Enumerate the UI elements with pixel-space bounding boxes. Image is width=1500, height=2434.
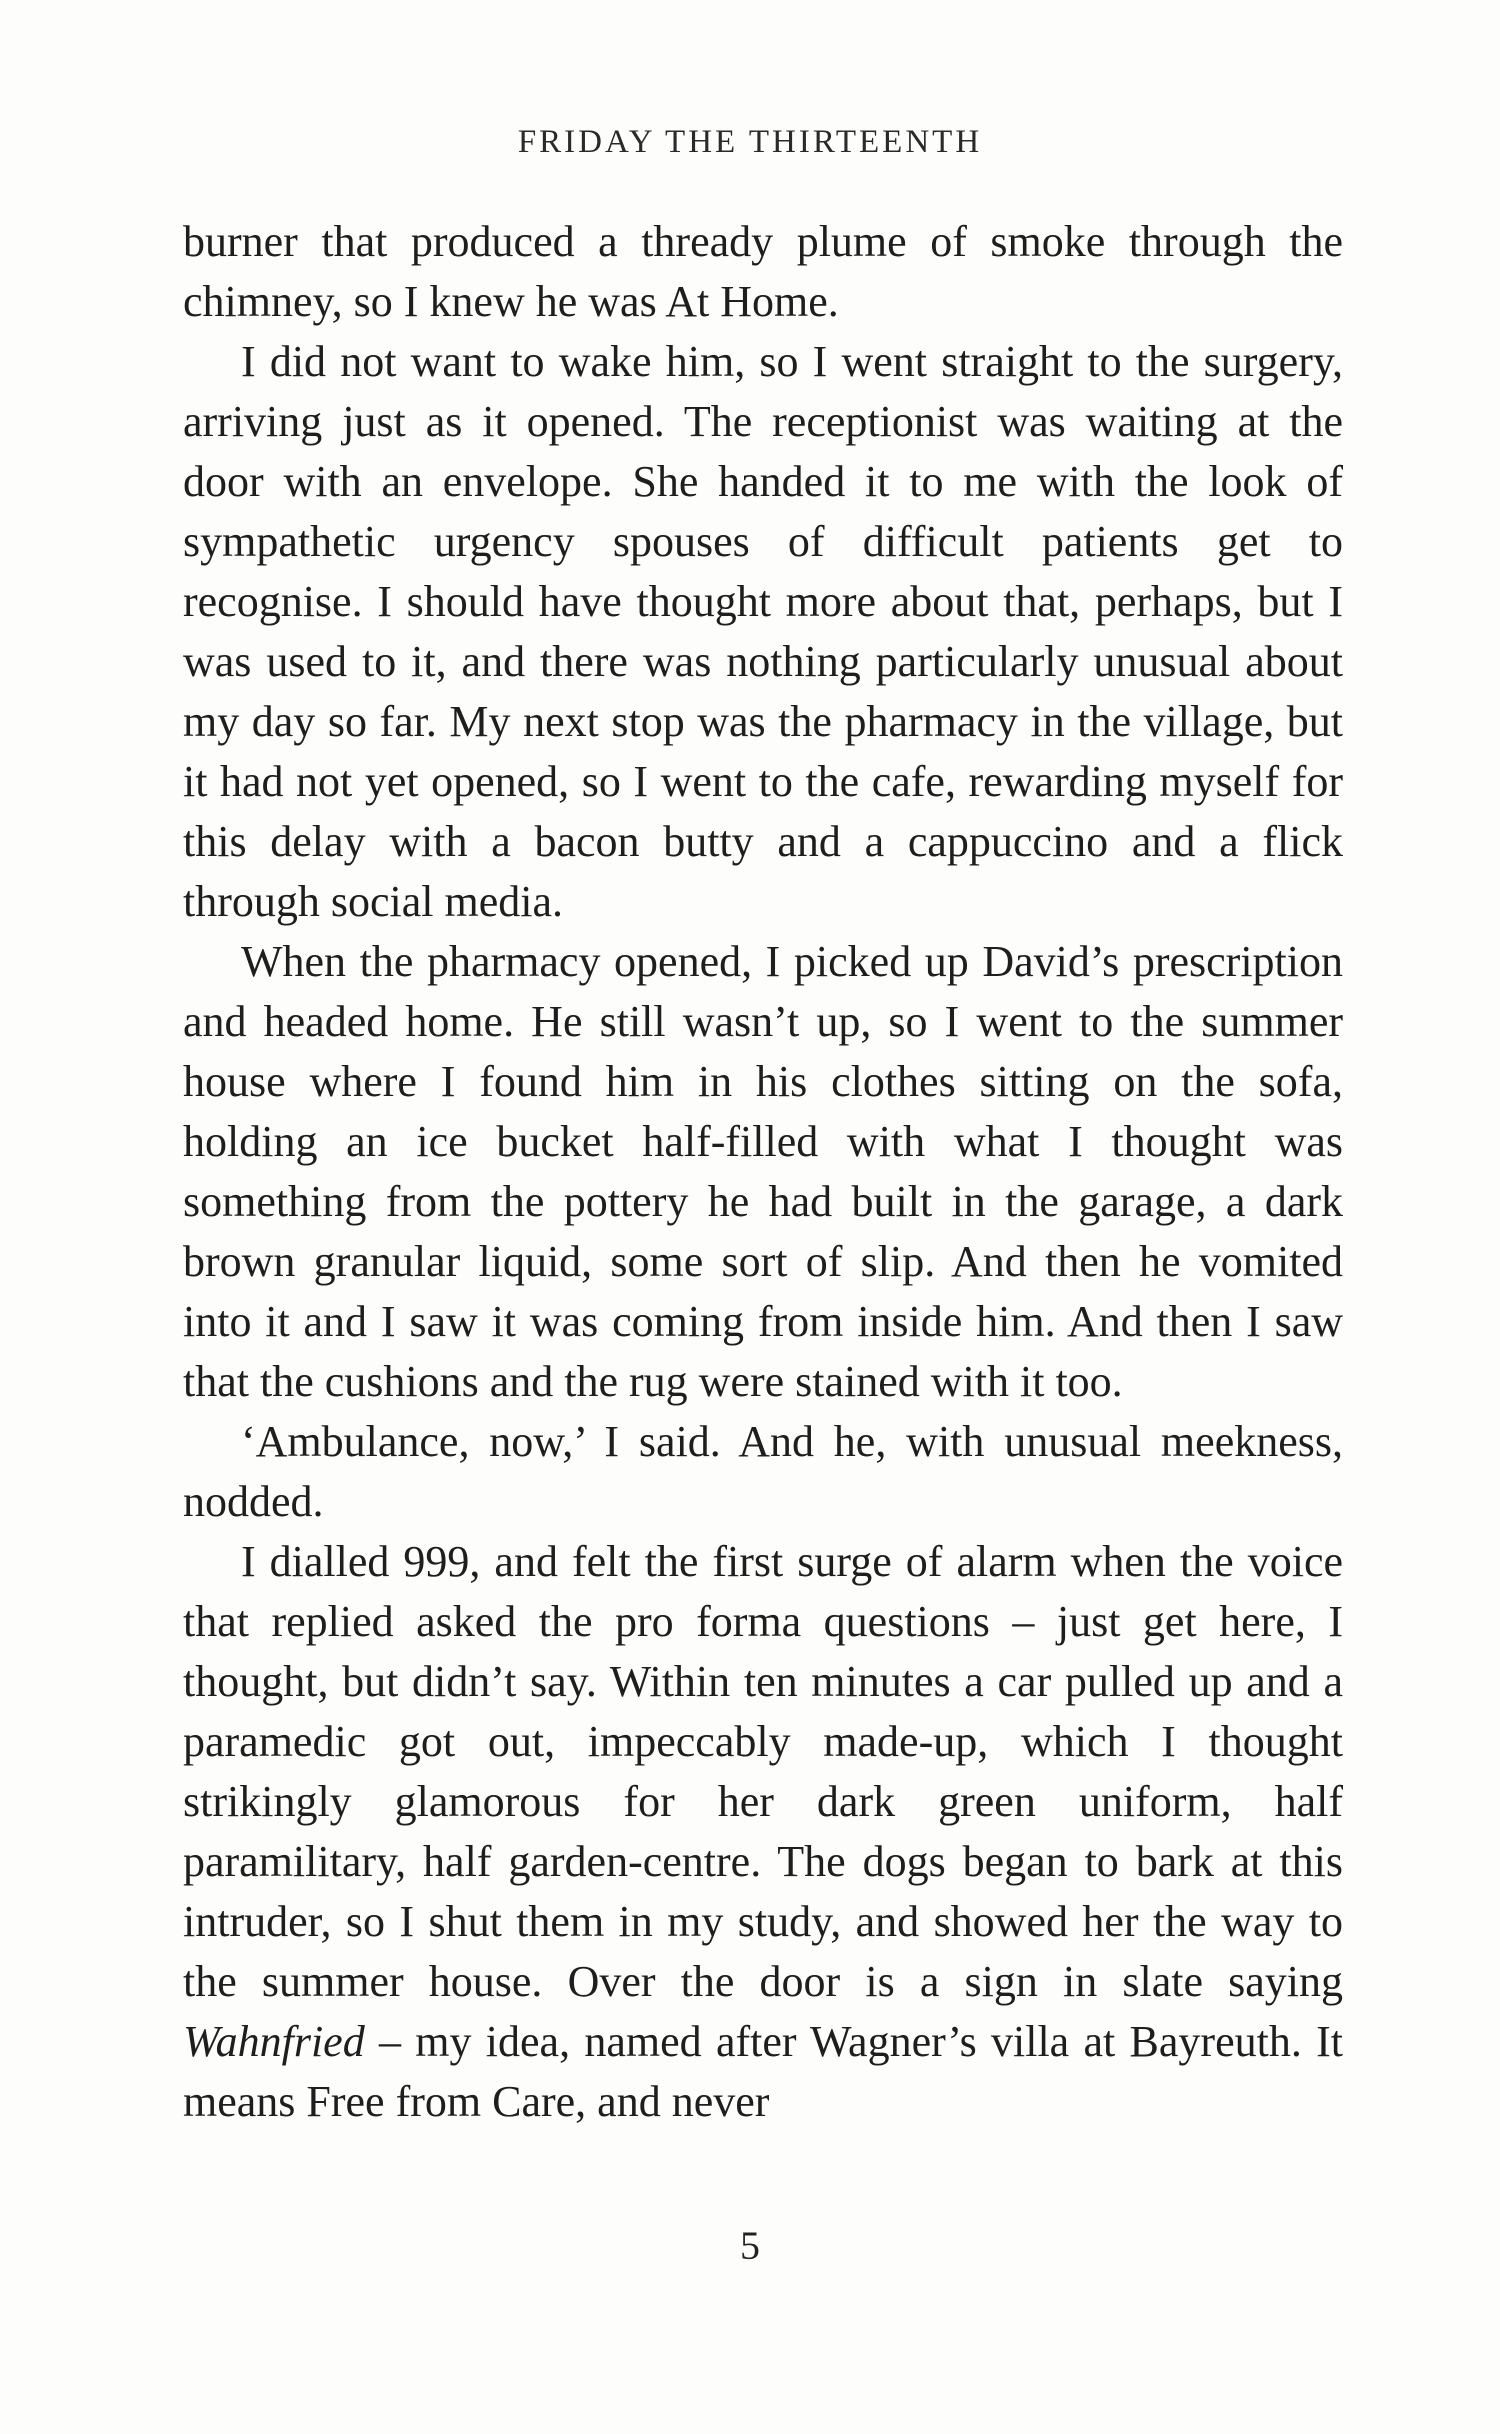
page-number: 5	[740, 2223, 760, 2268]
body-text	[183, 212, 1343, 2132]
paragraph-5-tail: – my idea, named after Wagner’s villa at Bayreuth. It means Free from Care, and never	[183, 2017, 1343, 2126]
paragraph-1: burner that produced a thready plume of smoke through the chimney, so I knew he was At Home.	[183, 217, 1343, 326]
paragraph-3: When the pharmacy opened, I picked up David’s prescription and headed home. He still wasn’t up, so I went to the summer house where I found him in his clothes sitting on the sofa, holding an ice bucket half-filled with what I thought was something from the pottery he had built in the garage, a dark brown granular liquid, some sort of slip. And then he vomited into it and I saw it was coming from inside him. And then I saw that the cushions and the rug were stained with it too.	[183, 937, 1343, 1406]
paragraph-2: I did not want to wake him, so I went straight to the surgery, arriving just as it opened. The receptionist was waiting at the door with an envelope. She handed it to me with the look of sympathetic urgency spouses of difficult patients get to recognise. I should have thought more about that, perhaps, but I was used to it, and there was nothing particularly unusual about my day so far. My next stop was the pharmacy in the village, but it had not yet opened, so I went to the cafe, rewarding myself for this delay with a bacon butty and a cappuccino and a flick through social media.	[183, 337, 1343, 926]
paragraph-4: ‘Ambulance, now,’ I said. And he, with unusual meekness, nodded.	[183, 1417, 1343, 1526]
paragraph-5-text: I dialled 999, and felt the first surge of alarm when the voice that replied asked the pro forma questions – just get here, I thought, but didn’t say. Within ten minutes a car pulled up and a paramedic got out, impeccably made-up, which I thought strikingly glamorous for her dark green uniform, half paramilitary, half garden-centre. The dogs began to bark at this intruder, so I shut them in my study, and showed her the way to the summer house. Over the door is a sign in slate saying	[183, 1537, 1343, 2006]
italic-villa-name: Wahnfried	[183, 2017, 365, 2066]
paragraph-5	[183, 1532, 1343, 2132]
running-head: FRIDAY THE THIRTEENTH	[517, 124, 983, 160]
